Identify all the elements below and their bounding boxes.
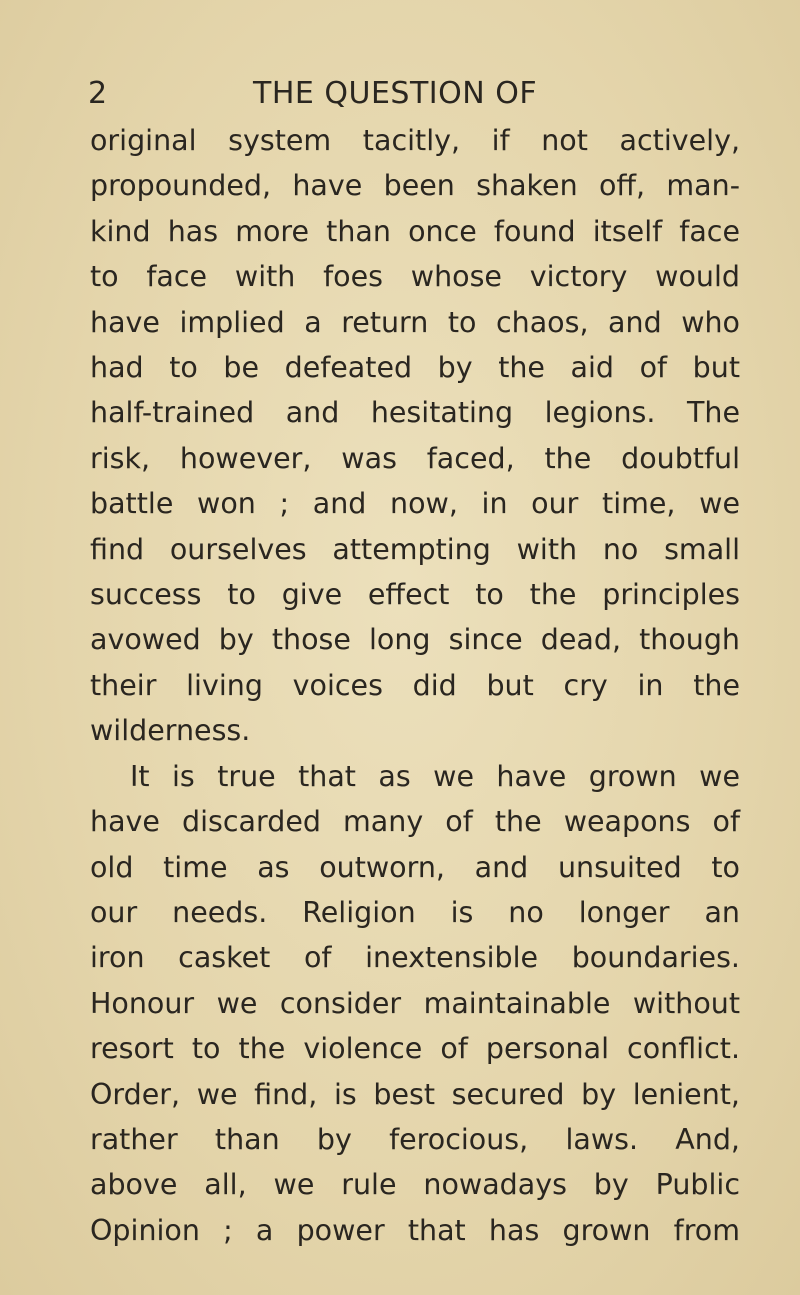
running-head — [0, 76, 800, 122]
text-line: have discarded many of the weapons of — [90, 805, 740, 839]
text-line: half-trained and hesitating legions. The — [90, 396, 740, 430]
text-line: Order, we find, is best secured by lenient, — [90, 1077, 740, 1111]
text-line: propounded, have been shaken off, man- — [90, 169, 740, 203]
text-line: avowed by those long since dead, though — [90, 623, 740, 657]
running-title: THE QUESTION OF — [253, 76, 538, 111]
text-line: have implied a return to chaos, and who — [90, 305, 740, 339]
text-line: kind has more than once found itself face — [90, 214, 740, 248]
text-line: above all, we rule nowadays by Public — [90, 1168, 740, 1202]
text-line: risk, however, was faced, the doubtful — [90, 441, 740, 475]
text-line: battle won ; and now, in our time, we — [90, 487, 740, 521]
text-line: original system tacitly, if not actively, — [90, 124, 740, 157]
text-line: rather than by ferocious, laws. And, — [90, 1122, 740, 1156]
text-line: resort to the violence of personal conflict. — [90, 1032, 740, 1066]
text-line: It is true that as we have grown we — [130, 759, 740, 793]
text-line: our needs. Religion is no longer an — [90, 895, 740, 929]
text-line: Honour we consider maintainable without — [90, 986, 740, 1020]
text-line: their living voices did but cry in the — [90, 668, 740, 702]
text-line: to face with foes whose victory would — [90, 260, 740, 294]
text-line: wilderness. — [90, 714, 251, 748]
text-line: old time as outworn, and unsuited to — [90, 850, 740, 884]
text-line: find ourselves attempting with no small — [90, 532, 740, 566]
text-line: Opinion ; a power that has grown from — [90, 1213, 740, 1247]
text-line: had to be defeated by the aid of but — [90, 351, 740, 385]
text-line: iron casket of inextensible boundaries. — [90, 941, 740, 975]
page-number: 2 — [88, 76, 108, 111]
body-text — [90, 118, 740, 1253]
text-line: success to give effect to the principles — [90, 578, 740, 612]
